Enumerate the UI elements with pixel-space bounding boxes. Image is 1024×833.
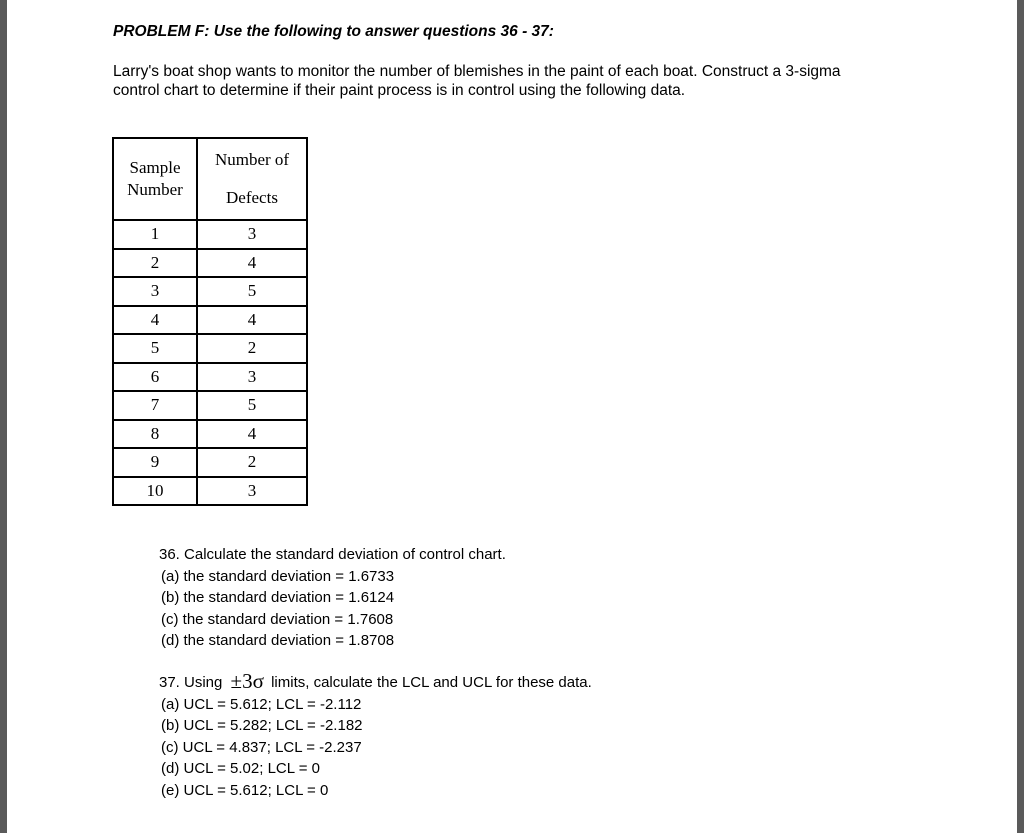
intro-line-1: Larry's boat shop wants to monitor the number of blemishes in the paint of each boat. Construct a 3-sigma — [113, 63, 841, 80]
defects-cell: 4 — [197, 420, 307, 449]
plus-minus-3-sigma-symbol: ±3σ — [230, 669, 264, 693]
table-row — [113, 277, 307, 306]
sample-cell: 1 — [113, 220, 197, 249]
question-36-option-d: (d) the standard deviation = 1.8708 — [161, 632, 395, 649]
sample-cell: 2 — [113, 249, 197, 278]
question-37-option-d: (d) UCL = 5.02; LCL = 0 — [161, 760, 320, 777]
header-sample-number: Sample Number — [113, 138, 197, 220]
defects-cell: 5 — [197, 277, 307, 306]
defects-cell: 4 — [197, 249, 307, 278]
table-row — [113, 306, 307, 335]
table-row — [113, 249, 307, 278]
question-36-option-b: (b) the standard deviation = 1.6124 — [161, 589, 395, 606]
defects-cell: 3 — [197, 363, 307, 392]
sample-cell: 8 — [113, 420, 197, 449]
table-row — [113, 448, 307, 477]
defects-table — [112, 137, 308, 506]
question-36-option-a: (a) the standard deviation = 1.6733 — [161, 567, 395, 585]
table-row — [113, 334, 307, 363]
defects-cell: 2 — [197, 448, 307, 477]
problem-intro — [113, 62, 913, 100]
question-36-stem: 36. Calculate the standard deviation of control chart. — [159, 546, 506, 563]
problem-heading: PROBLEM F: Use the following to answer questions 36 - 37: — [113, 23, 554, 40]
table-row — [113, 220, 307, 249]
header-number-of-defects: Number of Defects — [197, 138, 307, 220]
sample-cell: 10 — [113, 477, 197, 506]
defects-cell: 5 — [197, 391, 307, 420]
sample-cell: 6 — [113, 363, 197, 392]
table-row — [113, 420, 307, 449]
defects-cell: 3 — [197, 220, 307, 249]
document-page — [7, 0, 1017, 833]
table-row — [113, 363, 307, 392]
table-row — [113, 391, 307, 420]
table-row — [113, 477, 307, 506]
sample-cell: 5 — [113, 334, 197, 363]
sample-cell: 3 — [113, 277, 197, 306]
table-header-row — [113, 138, 307, 220]
question-36-option-c: (c) the standard deviation = 1.7608 — [161, 610, 394, 628]
intro-line-2: control chart to determine if their paint process is in control using the following data. — [113, 82, 686, 99]
sample-cell: 9 — [113, 448, 197, 477]
question-37-option-c: (c) UCL = 4.837; LCL = -2.237 — [161, 738, 362, 756]
question-37-option-b: (b) UCL = 5.282; LCL = -2.182 — [161, 717, 363, 734]
question-36 — [159, 544, 506, 652]
question-37-stem: 37. Using ±3σ limits, calculate the LCL and UCL for these data. — [159, 669, 592, 693]
question-37-option-e: (e) UCL = 5.612; LCL = 0 — [161, 781, 329, 799]
defects-cell: 4 — [197, 306, 307, 335]
defects-cell: 3 — [197, 477, 307, 506]
question-37-option-a: (a) UCL = 5.612; LCL = -2.112 — [161, 695, 362, 713]
question-37 — [159, 669, 592, 801]
sample-cell: 7 — [113, 391, 197, 420]
sample-cell: 4 — [113, 306, 197, 335]
defects-cell: 2 — [197, 334, 307, 363]
